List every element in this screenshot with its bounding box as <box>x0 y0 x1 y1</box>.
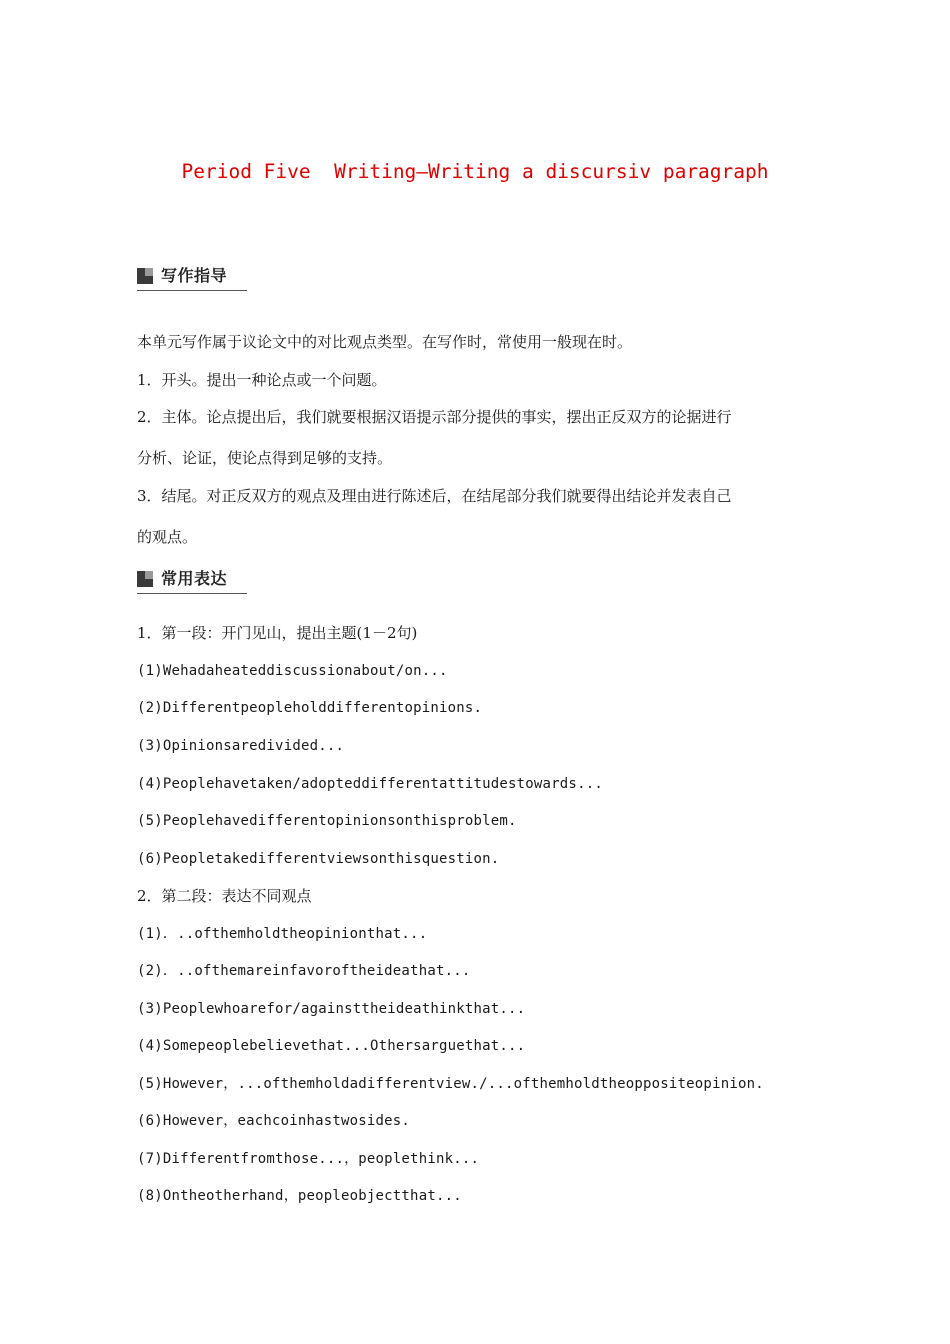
expression-line: (5)However，...ofthemholdadifferentview./...ofthemholdtheoppositeopinion. <box>137 1076 764 1092</box>
section-heading-label: 常用表达 <box>161 569 228 588</box>
expression-line: (4)Peoplehavetaken/adopteddifferentattitudestowards... <box>137 776 603 792</box>
expression-line: (6)Peopletakedifferentviewsonthisquestion. <box>137 851 500 867</box>
expression-line: (5)Peoplehavedifferentopinionsonthisproblem. <box>137 813 517 829</box>
section-heading-label: 写作指导 <box>161 266 228 285</box>
guide-line: 分析、论证，使论点得到足够的支持。 <box>137 449 393 467</box>
section-square-icon <box>137 571 153 587</box>
expression-line: (2)Differentpeopleholddifferentopinions. <box>137 700 483 716</box>
section-square-icon <box>137 268 153 284</box>
section-heading-common-expressions <box>137 569 247 594</box>
expression-line: (8)Ontheotherhand，peopleobjectthat... <box>137 1188 462 1204</box>
guide-line: 本单元写作属于议论文中的对比观点类型。在写作时，常使用一般现在时。 <box>137 333 633 351</box>
guide-line: 1．开头。提出一种论点或一个问题。 <box>137 371 387 389</box>
page-title: Period Five Writing—Writing a discursiv paragraph <box>181 160 769 183</box>
expression-line: (1)．..ofthemholdtheopinionthat... <box>137 926 428 942</box>
expression-line: 2．第二段：表达不同观点 <box>137 887 312 905</box>
guide-line: 的观点。 <box>137 528 198 546</box>
expression-line: 1．第一段：开门见山，提出主题(1－2句) <box>137 624 418 642</box>
expression-line: (1)Wehadaheateddiscussionabout/on... <box>137 663 448 679</box>
expression-line: (7)Differentfromthose...，peoplethink... <box>137 1151 480 1167</box>
expression-line: (3)Peoplewhoarefor/againsttheideathinkthat... <box>137 1001 526 1017</box>
expression-line: (2)．..ofthemareinfavoroftheideathat... <box>137 963 471 979</box>
guide-line: 2．主体。论点提出后，我们就要根据汉语提示部分提供的事实，摆出正反双方的论据进行 <box>137 408 732 426</box>
expression-line: (3)Opinionsaredivided... <box>137 738 345 754</box>
expression-line: (6)However，eachcoinhastwosides. <box>137 1113 411 1129</box>
expression-line: (4)Somepeoplebelievethat...Othersarguethat... <box>137 1038 526 1054</box>
guide-line: 3．结尾。对正反双方的观点及理由进行陈述后，在结尾部分我们就要得出结论并发表自己 <box>137 487 732 505</box>
section-heading-writing-guide <box>137 266 247 291</box>
